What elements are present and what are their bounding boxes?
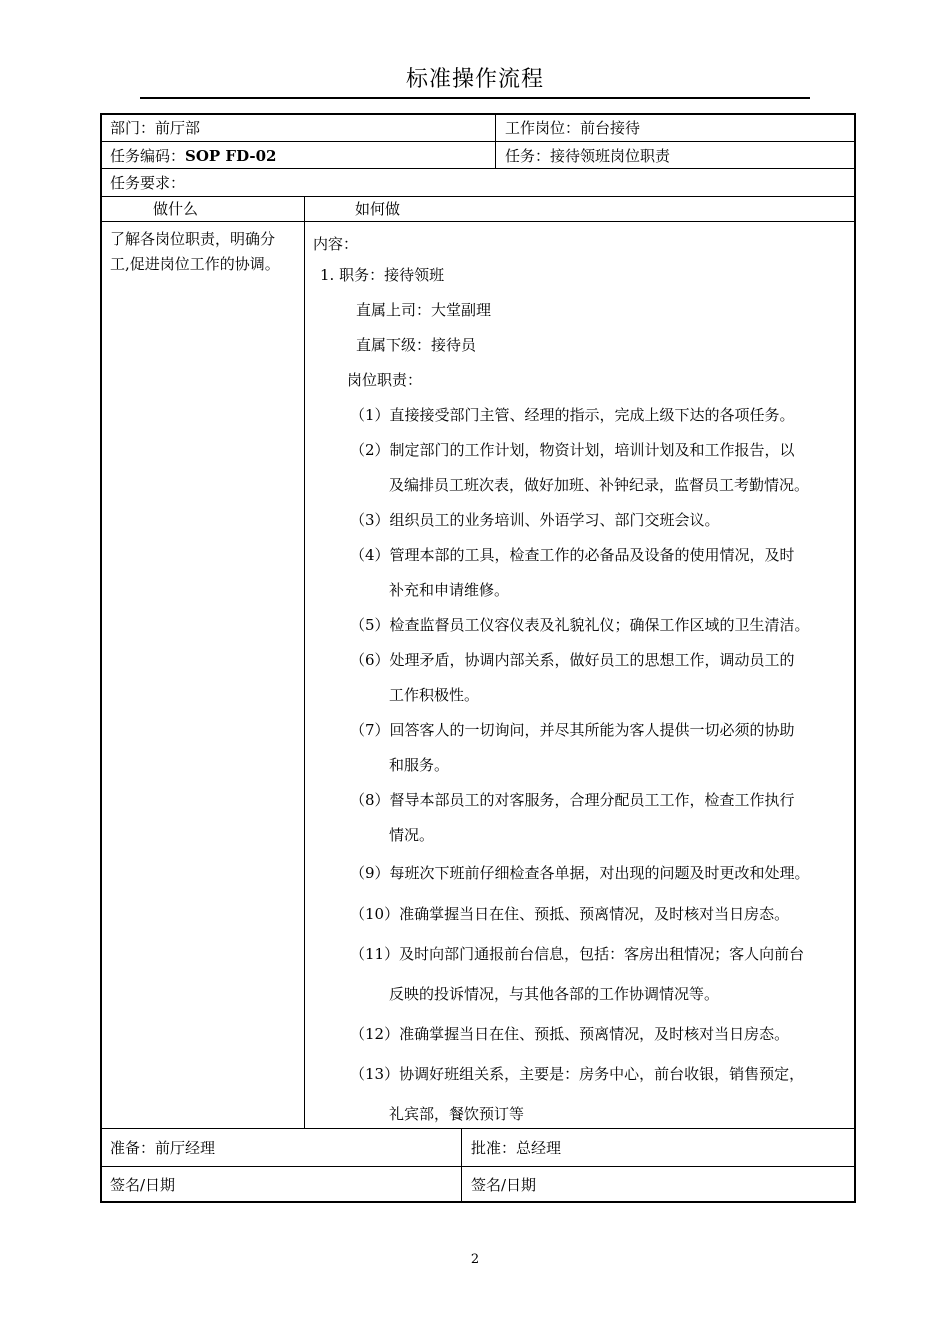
requirements-cell: 任务要求： (110, 174, 186, 192)
duty-line: （8）督导本部员工的对客服务，合理分配员工工作，检查工作执行 (350, 791, 795, 809)
duty-line: （4）管理本部的工具，检查工作的必备品及设备的使用情况，及时 (350, 546, 795, 564)
signature-date-right: 签名/日期 (471, 1176, 537, 1194)
column-header-how: 如何做 (355, 200, 401, 218)
row-divider (102, 168, 854, 169)
row-divider (102, 221, 854, 222)
duty-line: （1）直接接受部门主管、经理的指示，完成上级下达的各项任务。 (350, 406, 795, 424)
duty-line: （10）准确掌握当日在住、预抵、预离情况，及时核对当日房态。 (350, 905, 790, 923)
what-line: 工,促进岗位工作的协调。 (110, 255, 280, 273)
duty-line: 补充和申请维修。 (389, 581, 510, 599)
department-cell: 部门：前厅部 (110, 119, 201, 137)
duty-line: 工作积极性。 (389, 686, 480, 704)
duties-label: 岗位职责： (347, 371, 423, 389)
duty-line: 及编排员工班次表，做好加班、补钟纪录，监督员工考勤情况。 (389, 476, 810, 494)
column-divider (304, 196, 305, 1128)
duty-line: （6）处理矛盾，协调内部关系，做好员工的思想工作，调动员工的 (350, 651, 795, 669)
duty-line: 情况。 (389, 826, 435, 844)
duty-line: （2）制定部门的工作计划，物资计划，培训计划及和工作报告，以 (350, 441, 795, 459)
role-line: 1. 职务：接待领班 (320, 266, 445, 284)
task-code-cell (110, 146, 276, 166)
task-cell: 任务：接待领班岗位职责 (505, 147, 671, 165)
duty-line: 和服务。 (389, 756, 450, 774)
task-code-value: SOP FD-02 (185, 147, 277, 165)
row-divider (102, 1166, 854, 1167)
column-header-what: 做什么 (153, 200, 199, 218)
what-line: 了解各岗位职责，明确分 (110, 230, 276, 248)
row-divider (102, 1128, 854, 1129)
duty-line: （11）及时向部门通报前台信息，包括：客房出租情况；客人向前台 (350, 945, 805, 963)
content-label: 内容： (313, 235, 359, 253)
duty-line: （13）协调好班组关系，主要是：房务中心，前台收银，销售预定， (350, 1065, 805, 1083)
duty-line: （12）准确掌握当日在住、预抵、预离情况，及时核对当日房态。 (350, 1025, 790, 1043)
duty-line: 礼宾部，餐饮预订等 (389, 1105, 525, 1123)
signature-date-left: 签名/日期 (110, 1176, 176, 1194)
title-underline (140, 97, 810, 99)
duty-line: 反映的投诉情况，与其他各部的工作协调情况等。 (389, 985, 720, 1003)
superior-line: 直属上司：大堂副理 (356, 301, 492, 319)
duty-line: （5）检查监督员工仪容仪表及礼貌礼仪；确保工作区域的卫生清洁。 (350, 616, 810, 634)
column-divider (461, 1128, 462, 1202)
what-description (110, 227, 280, 277)
duty-line: （3）组织员工的业务培训、外语学习、部门交班会议。 (350, 511, 720, 529)
duty-line: （7）回答客人的一切询问，并尽其所能为客人提供一切必须的协助 (350, 721, 795, 739)
duty-line: （9）每班次下班前仔细检查各单据，对出现的问题及时更改和处理。 (350, 864, 810, 882)
position-cell: 工作岗位：前台接待 (505, 119, 641, 137)
page-number: 2 (470, 1252, 480, 1267)
page-title: 标准操作流程 (405, 67, 544, 92)
row-divider (102, 196, 854, 197)
prepared-by: 准备：前厅经理 (110, 1139, 216, 1157)
column-divider (495, 114, 496, 169)
row-divider (102, 141, 854, 142)
subordinate-line: 直属下级：接待员 (356, 336, 477, 354)
task-code-label: 任务编码： (110, 147, 186, 165)
approved-by: 批准：总经理 (471, 1139, 562, 1157)
